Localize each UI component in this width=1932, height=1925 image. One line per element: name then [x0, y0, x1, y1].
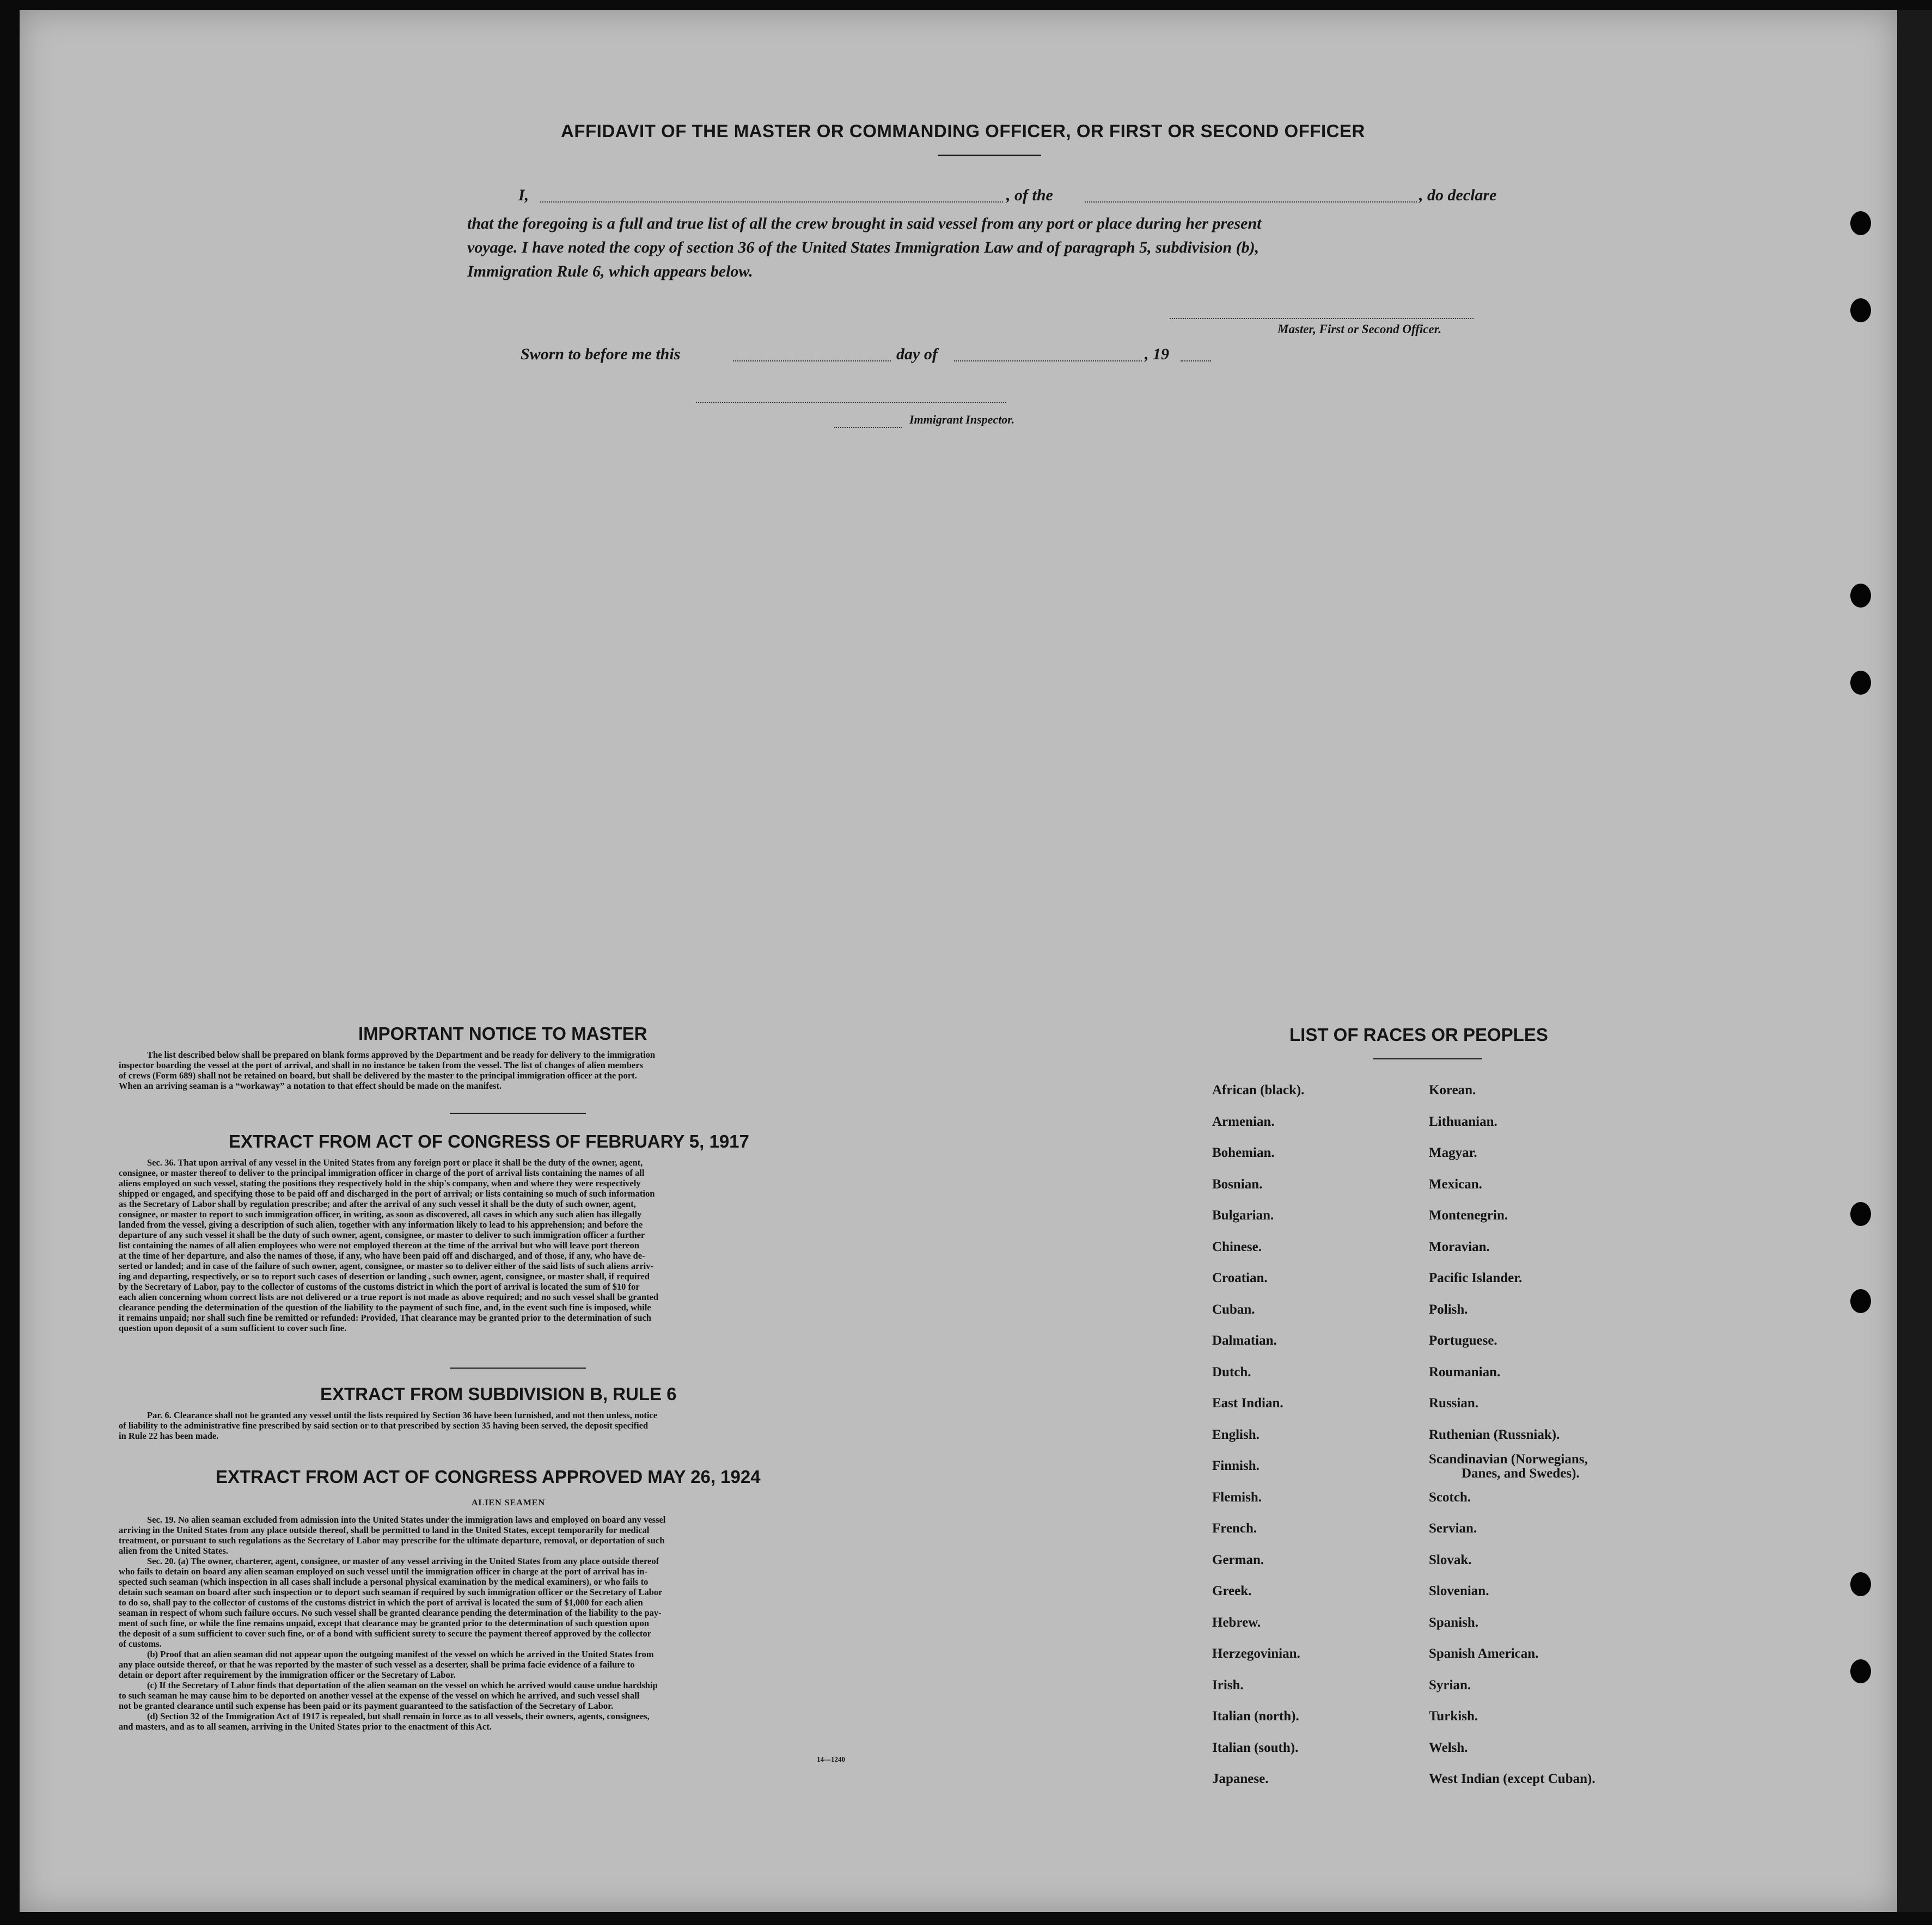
extract-line: Sec. 36. That upon arrival of any vessel in the United States from any foreign port or place it shall be the duty of the owner, agent,	[147, 1157, 643, 1168]
extract-line: and masters, and as to all seamen, arriving in the United States prior to the enactment of this Act.	[119, 1721, 492, 1732]
extract-line: Sec. 20. (a) The owner, charterer, agent, consignee, or master of any vessel arriving in the United States from any place outside thereof	[147, 1556, 659, 1566]
sworn-year-line[interactable]	[1181, 360, 1211, 361]
race-item: Montenegrin.	[1429, 1208, 1508, 1223]
extract-line: consignee, or master to report to such immigration officer, in writing, as soon as discovered, all cases in which any such alien has illegally	[119, 1209, 642, 1219]
extract-1924-text	[119, 1515, 919, 1732]
race-item: Spanish American.	[1429, 1646, 1539, 1661]
year-label: , 19	[1145, 345, 1169, 363]
race-item: Ruthenian (Russniak).	[1429, 1427, 1560, 1442]
race-item: Slovenian.	[1429, 1584, 1489, 1598]
race-item: West Indian (except Cuban).	[1429, 1771, 1595, 1786]
title-underline	[938, 155, 1041, 156]
binder-hole	[1850, 1659, 1871, 1683]
extract-line: the deposit of a sum sufficient to cover such fine, or of a bond with sufficient surety to secure the payment thereof approved by the collector	[119, 1628, 652, 1639]
extract-line: detain such seaman on board after such inspection or to deport such seaman if required by such immigration officer or the Secretary of Labor	[119, 1587, 663, 1597]
binder-hole	[1850, 671, 1871, 695]
extract-line: to do so, shall pay to the collector of customs of the customs district in which the port of arrival is located the sum of $1,000 for each alien	[119, 1597, 643, 1608]
extract-line: treatment, or pursuant to such regulations as the Secretary of Labor may prescribe for the ultimate departure, removal, or deportation of such	[119, 1535, 665, 1546]
races-title-underline	[1373, 1058, 1482, 1059]
extract-line: Sec. 19. No alien seaman excluded from admission into the United States under the immigration laws and employed on board any vessel	[147, 1515, 666, 1525]
notice-title: IMPORTANT NOTICE TO MASTER	[358, 1023, 647, 1044]
race-item: Flemish.	[1212, 1489, 1262, 1505]
affidavit-body-line-3: Immigration Rule 6, which appears below.	[467, 262, 753, 280]
extract-line: of liability to the administrative fine prescribed by said section or to that prescribed by section 35 having been served, the deposit specified	[119, 1420, 649, 1431]
extract-line: any place outside thereof, or that he was reported by the master of such vessel as a deserter, shall be prima facie evidence of a failure to	[119, 1659, 635, 1670]
extract-rule6-text	[119, 1410, 919, 1441]
extract-1924-title: EXTRACT FROM ACT OF CONGRESS APPROVED MAY 26, 1924	[216, 1467, 761, 1487]
race-item: Servian.	[1429, 1521, 1477, 1536]
scan-edge	[1897, 10, 1932, 1912]
race-item: Lithuanian.	[1429, 1114, 1497, 1129]
inspector-signature-line[interactable]	[696, 402, 1006, 403]
extract-line: (c) If the Secretary of Labor finds that deportation of the alien seaman on the vessel on which he arrived would cause undue hardship	[147, 1680, 658, 1690]
binder-hole	[1850, 1572, 1871, 1596]
name-blank-line[interactable]	[540, 201, 1003, 203]
race-item: African (black).	[1212, 1083, 1305, 1098]
race-item: Greek.	[1212, 1584, 1252, 1598]
race-item: East Indian.	[1212, 1396, 1283, 1411]
race-item: Italian (north).	[1212, 1709, 1299, 1724]
sworn-day-line[interactable]	[733, 360, 891, 361]
form-number: 14—1240	[817, 1755, 845, 1763]
affidavit-body-line-2: voyage. I have noted the copy of section 36 of the United States Immigration Law and of paragraph 5, subdivision (b),	[467, 238, 1260, 256]
race-item: Italian (south).	[1212, 1740, 1299, 1755]
race-item: Welsh.	[1429, 1740, 1468, 1755]
race-item: Irish.	[1212, 1677, 1244, 1693]
race-item: Bosnian.	[1212, 1176, 1263, 1192]
race-item: Dalmatian.	[1212, 1333, 1277, 1348]
race-item: Slovak.	[1429, 1552, 1472, 1567]
race-item: Korean.	[1429, 1083, 1476, 1098]
extract-line: at the time of her departure, and also the names of those, if any, who have been paid off and discharged, and of those, if any, who have de-	[119, 1250, 645, 1261]
extract-line: as the Secretary of Labor shall by regulation prescribe; and after the arrival of any such vessel it shall be the duty of such owner, agent,	[119, 1199, 636, 1209]
extract-line: question upon deposit of a sum sufficient to cover such fine.	[119, 1323, 347, 1333]
section-divider	[450, 1113, 586, 1114]
race-item: Chinese.	[1212, 1239, 1262, 1254]
race-item: Bulgarian.	[1212, 1208, 1274, 1223]
extract-rule6-title: EXTRACT FROM SUBDIVISION B, RULE 6	[320, 1384, 677, 1404]
extract-line: to such seaman he may cause him to be deported on another vessel at the expense of the vessel on which he arrived, and such vessel shall	[119, 1690, 640, 1701]
race-item: English.	[1212, 1427, 1260, 1442]
extract-line: each alien concerning whom correct lists are not delivered or a true report is not made as above required; and no such vessel shall be granted	[119, 1292, 659, 1302]
extract-line: detain or deport after requirement by the immigration officer or the Secretary of Labor.	[119, 1670, 456, 1680]
sworn-label: Sworn to before me this	[521, 345, 681, 363]
inspector-label: Immigrant Inspector.	[909, 413, 1015, 426]
extract-1917-title: EXTRACT FROM ACT OF CONGRESS OF FEBRUARY 5, 1917	[229, 1131, 749, 1151]
affidavit-of-the-label: , of the	[1006, 186, 1053, 204]
race-item: Magyar.	[1429, 1145, 1477, 1160]
races-left-column	[1212, 1075, 1304, 1795]
extract-line: ment of such fine, or while the fine remains unpaid, except that clearance may be granted prior to the determination of such question upon	[119, 1618, 649, 1628]
inspector-prefix-line	[834, 427, 902, 428]
extract-line: not be granted clearance until such expense has been paid or its payment guaranteed to the satisfaction of the Secretary of Labor.	[119, 1701, 614, 1711]
race-item: Herzegovinian.	[1212, 1646, 1300, 1661]
race-item: Moravian.	[1429, 1239, 1490, 1254]
extract-line: clearance pending the determination of the question of the liability to the payment of such fine, and, in the event such fine is imposed, while	[119, 1302, 651, 1313]
extract-line: shipped or engaged, and specifying those to be paid off and discharged in the port of arrival; or lists containing so much of such information	[119, 1188, 655, 1199]
race-item: Syrian.	[1429, 1677, 1471, 1693]
race-item: Bohemian.	[1212, 1145, 1275, 1160]
extract-line: ing and departing, respectively, or so to report such cases of desertion or landing , such owner, agent, consignee, or master shall, if required	[119, 1271, 650, 1282]
extract-line: (b) Proof that an alien seaman did not appear upon the outgoing manifest of the vessel on which he arrived in the United States from	[147, 1649, 654, 1659]
race-item: Polish.	[1429, 1302, 1468, 1317]
extract-line: departure of any such vessel it shall be the duty of such owner, agent, consignee, or master to deliver to such immigration officer a further	[119, 1230, 645, 1240]
notice-line: inspector boarding the vessel at the port of arrival, and shall in no instance be taken from the vessel. The list of changes of alien members	[119, 1060, 643, 1070]
race-item: German.	[1212, 1552, 1264, 1567]
alien-seamen-subtitle: ALIEN SEAMEN	[472, 1498, 546, 1507]
notice-line: of crews (Form 689) shall not be retained on board, but shall be delivered by the master to the principal immigration officer at the port.	[119, 1070, 637, 1081]
extract-line: it remains unpaid; nor shall such fine be remitted or refunded: Provided, That clearance may be granted prior to the determination of such	[119, 1313, 651, 1323]
race-item: Roumanian.	[1429, 1364, 1501, 1380]
extract-line: who fails to detain on board any alien seaman employed on such vessel until the immigration officer in charge at the port of arrival has in-	[119, 1566, 647, 1577]
extract-line: of customs.	[119, 1639, 162, 1649]
notice-line: When an arriving seaman is a “workaway” a notation to that effect should be made on the manifest.	[119, 1081, 502, 1091]
affidavit-title: AFFIDAVIT OF THE MASTER OR COMMANDING OFFICER, OR FIRST OR SECOND OFFICER	[561, 121, 1365, 141]
extract-1917-text	[119, 1157, 919, 1333]
race-item: Pacific Islander.	[1429, 1271, 1523, 1285]
race-item: Mexican.	[1429, 1176, 1482, 1192]
race-item: Japanese.	[1212, 1771, 1269, 1786]
affidavit-body-line-1: that the foregoing is a full and true list of all the crew brought in said vessel from any port or place during her present	[467, 214, 1262, 232]
extract-line: consignee, or master thereof to deliver to the principal immigration officer in charge of the port of arrival lists containing the names of all	[119, 1168, 645, 1178]
race-item: Dutch.	[1212, 1364, 1251, 1380]
extract-line: alien from the United States.	[119, 1546, 228, 1556]
affidavit-do-declare-label: , do declare	[1419, 186, 1497, 204]
notice-text	[119, 1050, 919, 1091]
race-item-line: Danes, and Swedes).	[1462, 1466, 1580, 1481]
binder-hole	[1850, 211, 1871, 235]
binder-hole	[1850, 298, 1871, 322]
extract-line: aliens employed on such vessel, stating the positions they respectively hold in the ship's company, when and where they were respectively	[119, 1178, 641, 1188]
affidavit-i-label: I,	[518, 186, 529, 204]
binder-hole	[1850, 1289, 1871, 1313]
race-item	[1429, 1450, 1595, 1482]
race-item: Croatian.	[1212, 1271, 1268, 1285]
race-item: Russian.	[1429, 1396, 1479, 1411]
extract-line: arriving in the United States from any place outside thereof, shall be permitted to land in the United States, except temporarily for medical	[119, 1525, 650, 1535]
race-item: Spanish.	[1429, 1615, 1479, 1630]
master-signature-label: Master, First or Second Officer.	[1277, 322, 1442, 336]
binder-hole	[1850, 1202, 1871, 1226]
day-of-label: day of	[896, 345, 938, 363]
master-signature-line[interactable]	[1170, 318, 1474, 319]
extract-line: serted or landed; and in case of the failure of such owner, agent, consignee, or master so to deliver either of the said lists of such aliens arriv-	[119, 1261, 653, 1271]
races-title: LIST OF RACES OR PEOPLES	[1289, 1025, 1548, 1045]
race-item: Hebrew.	[1212, 1615, 1261, 1630]
extract-line: in Rule 22 has been made.	[119, 1431, 219, 1441]
extract-line: Par. 6. Clearance shall not be granted any vessel until the lists required by Section 36 have been furnished, and not then unless, notice	[147, 1410, 658, 1420]
race-item: Portuguese.	[1429, 1333, 1497, 1348]
extract-line: (d) Section 32 of the Immigration Act of 1917 is repealed, but shall remain in force as to all vessels, their owners, agents, consignees,	[147, 1711, 650, 1721]
extract-line: spected such seaman (which inspection in all cases shall include a personal physical examination by the medical examiners), or who fails to	[119, 1577, 649, 1587]
extract-line: list containing the names of all alien employees who were not employed thereon at the time of the arrival but who will leave port thereon	[119, 1240, 639, 1250]
race-item-line: Scandinavian (Norwegians,	[1429, 1452, 1588, 1467]
race-item: Finnish.	[1212, 1458, 1260, 1473]
vessel-blank-line[interactable]	[1085, 201, 1417, 203]
sworn-month-line[interactable]	[954, 360, 1142, 361]
notice-line: The list described below shall be prepared on blank forms approved by the Department and be ready for delivery to the immigration	[147, 1050, 656, 1060]
race-item: Armenian.	[1212, 1114, 1275, 1129]
section-divider	[450, 1368, 586, 1369]
binder-hole	[1850, 584, 1871, 608]
extract-line: seaman in respect of whom such failure occurs. No such vessel shall be granted clearance pending the determination of the liability to the pay-	[119, 1608, 662, 1618]
races-right-column	[1429, 1075, 1595, 1795]
race-item: Cuban.	[1212, 1302, 1255, 1317]
extract-line: landed from the vessel, giving a description of such alien, together with any information likely to lead to his apprehension; and before the	[119, 1219, 643, 1230]
race-item: Turkish.	[1429, 1709, 1478, 1724]
race-item: French.	[1212, 1521, 1257, 1536]
extract-line: by the Secretary of Labor, pay to the collector of customs of the customs district in which the port of arrival is located the sum of $10 for	[119, 1282, 640, 1292]
race-item: Scotch.	[1429, 1489, 1471, 1505]
